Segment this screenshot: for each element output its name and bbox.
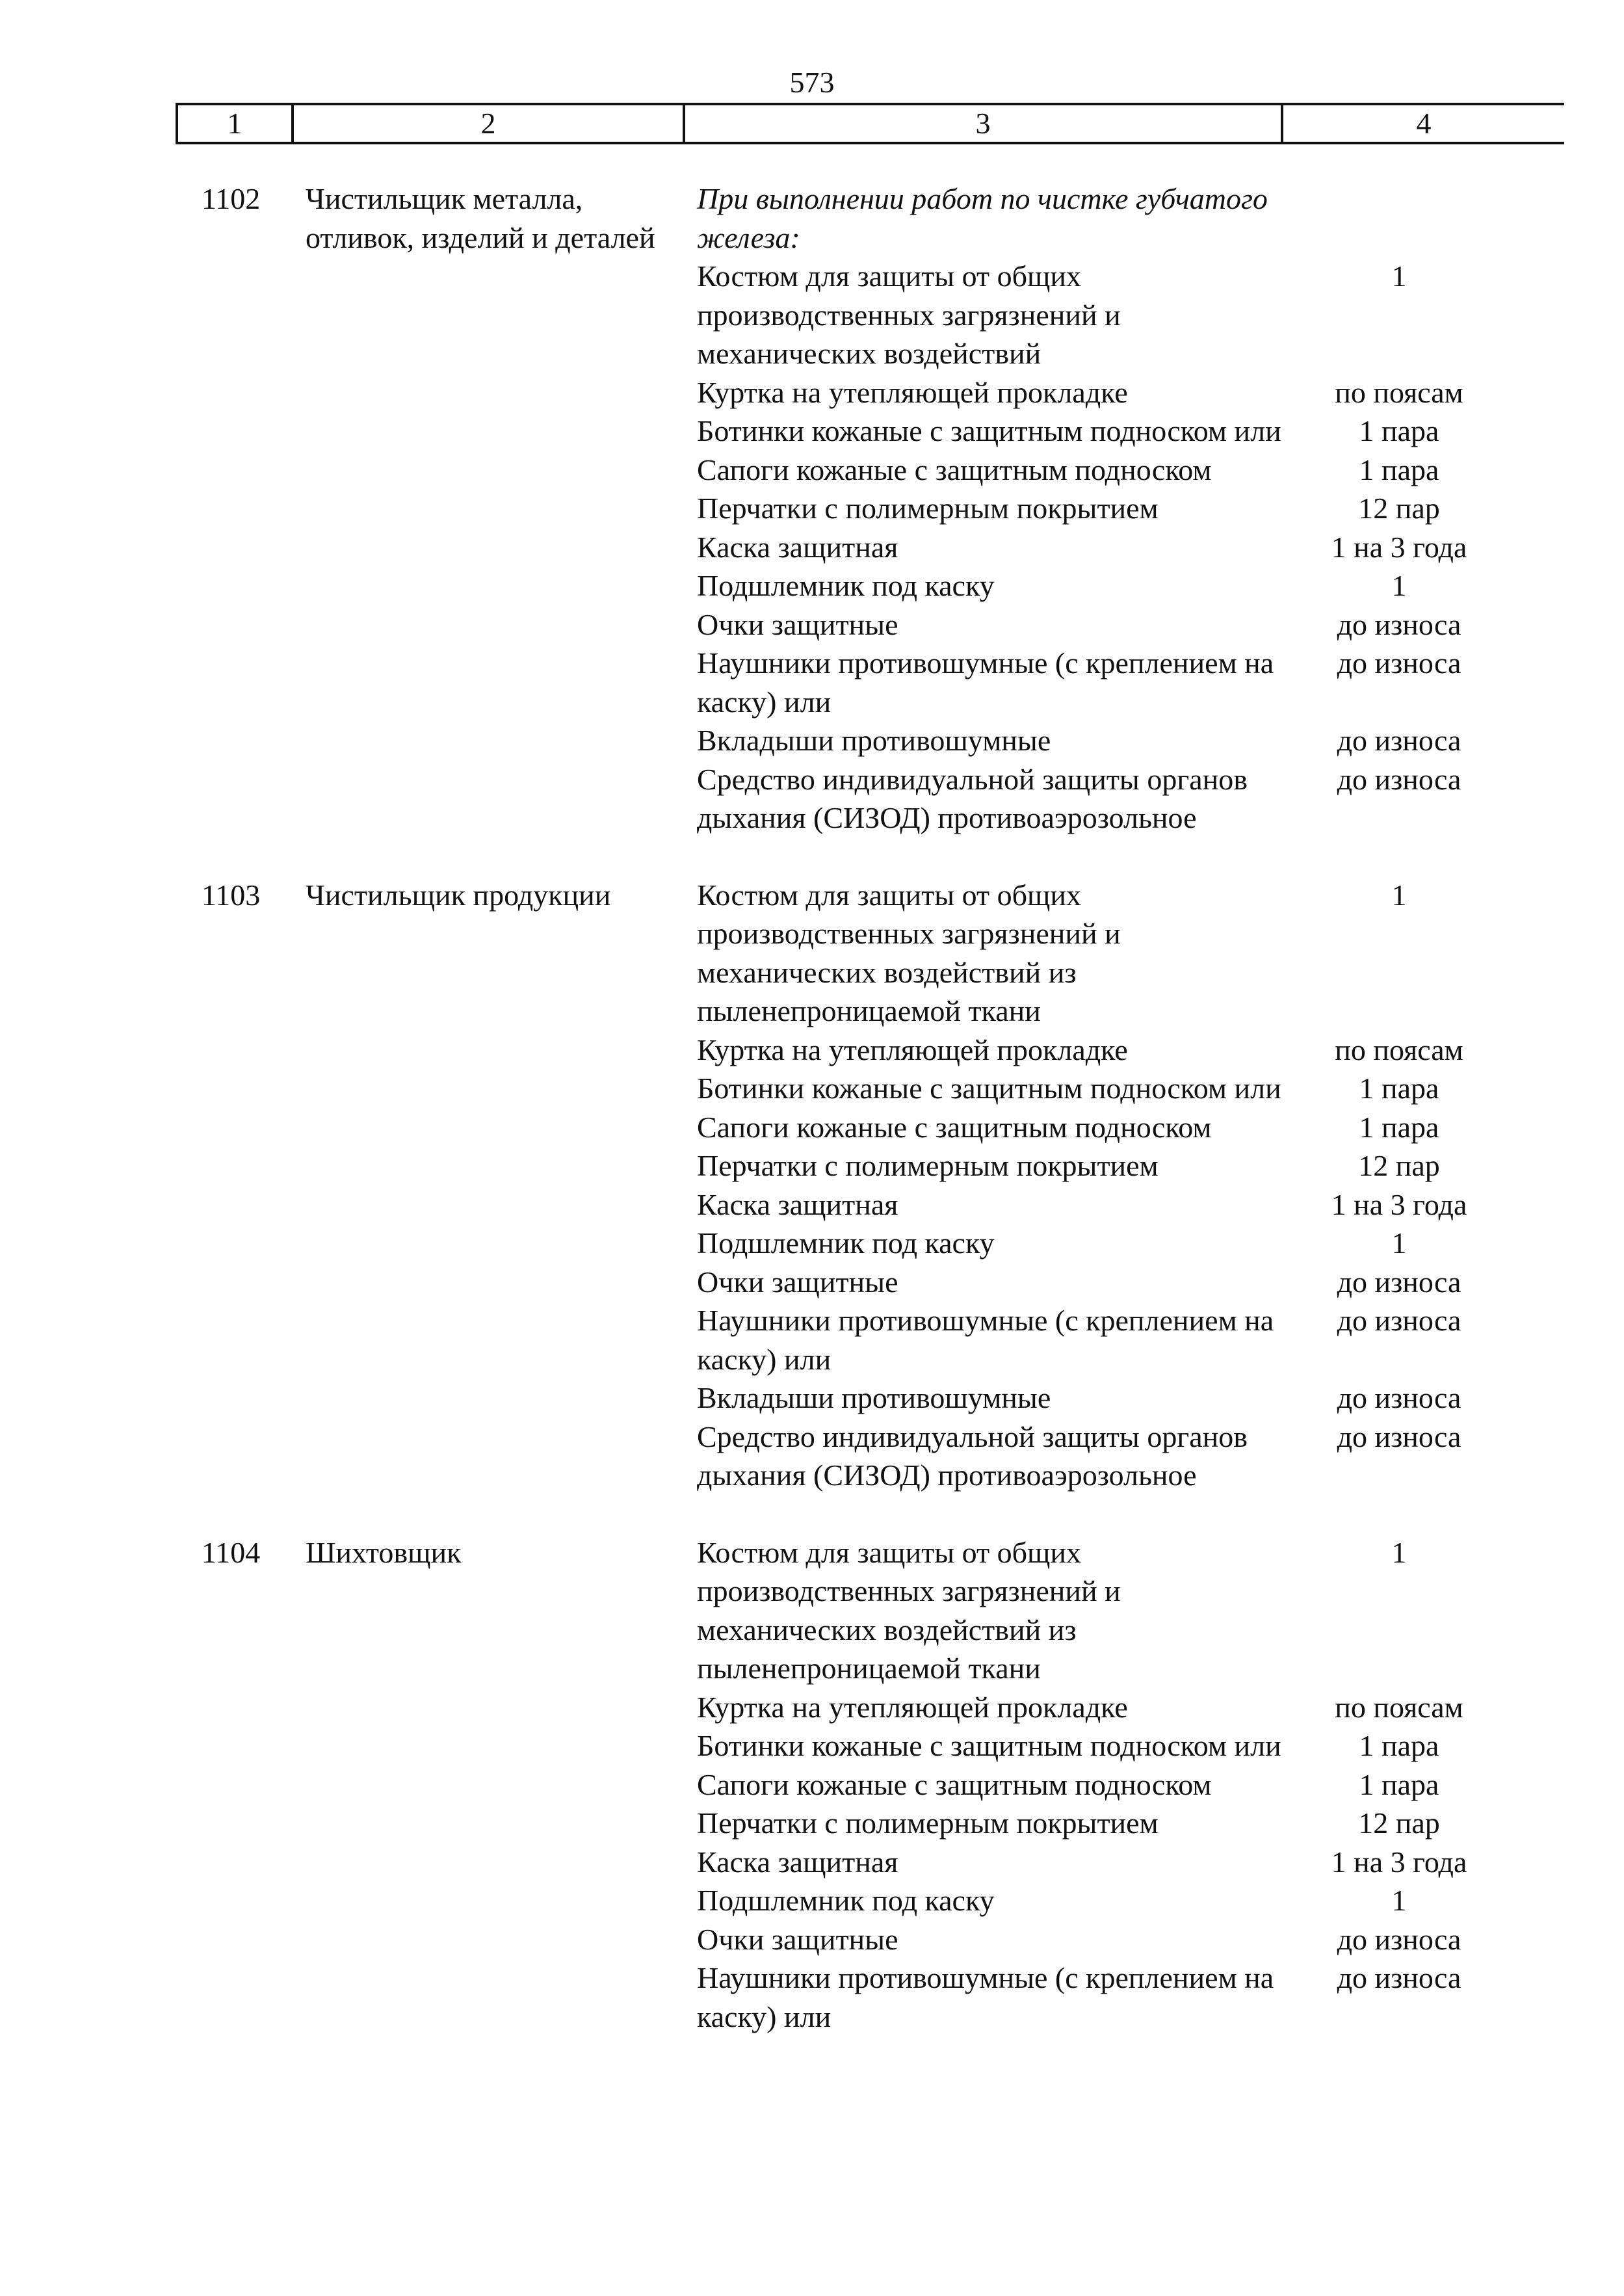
ppe-item-quantity: 1 bbox=[1391, 878, 1407, 912]
ppe-item-quantity: до износа bbox=[1337, 1304, 1461, 1337]
ppe-item-name: Очки защитные bbox=[697, 1922, 898, 1956]
ppe-item-list bbox=[697, 1533, 1516, 2037]
ppe-item-quantity: до износа bbox=[1337, 646, 1461, 680]
ppe-item bbox=[697, 528, 1516, 567]
ppe-item-quantity: по поясам bbox=[1335, 375, 1463, 409]
ppe-item-name: Подшлемник под каску bbox=[697, 1884, 995, 1917]
ppe-item-quantity: до износа bbox=[1337, 1961, 1461, 1994]
column-header-4: 4 bbox=[1416, 107, 1432, 140]
ppe-item bbox=[697, 1185, 1516, 1224]
profession-name: Шихтовщик bbox=[306, 1535, 462, 1569]
ppe-item bbox=[697, 760, 1516, 838]
ppe-item bbox=[697, 1881, 1516, 1920]
ppe-item-name: Каска защитная bbox=[697, 530, 898, 564]
item-number: 1103 bbox=[202, 878, 261, 912]
table-row bbox=[0, 1533, 1624, 2037]
ppe-item bbox=[697, 1959, 1516, 2036]
ppe-item-name: Костюм для защиты от общих производственных загрязнений и механических воздействий из пыленепроницаемой ткани bbox=[697, 1535, 1121, 1685]
ppe-item-quantity: 1 пара bbox=[1359, 1110, 1439, 1144]
ppe-item-name: Каска защитная bbox=[697, 1845, 898, 1879]
table-row bbox=[0, 876, 1624, 1495]
ppe-item-quantity: до износа bbox=[1337, 724, 1461, 757]
ppe-item-name: Вкладыши противошумные bbox=[697, 724, 1051, 757]
ppe-item-name: Костюм для защиты от общих производственных загрязнений и механических воздействий из пыленепроницаемой ткани bbox=[697, 878, 1121, 1027]
ppe-item-name: Перчатки с полимерным покрытием bbox=[697, 1806, 1159, 1840]
ppe-item bbox=[697, 1069, 1516, 1108]
ppe-item bbox=[697, 721, 1516, 760]
ppe-item-name: Ботинки кожаные с защитным подноском или bbox=[697, 414, 1281, 447]
ppe-item bbox=[697, 179, 1516, 257]
ppe-item-name: Куртка на утепляющей прокладке bbox=[697, 1690, 1128, 1724]
ppe-item-name: Вкладыши противошумные bbox=[697, 1381, 1051, 1414]
profession-name: Чистильщик продукции bbox=[306, 878, 611, 912]
item-number: 1102 bbox=[202, 182, 261, 215]
ppe-item bbox=[697, 1146, 1516, 1185]
ppe-item-quantity: до износа bbox=[1337, 1381, 1461, 1414]
table-row bbox=[0, 179, 1624, 838]
ppe-item bbox=[697, 1031, 1516, 1070]
ppe-item-name: Каска защитная bbox=[697, 1187, 898, 1221]
ppe-item bbox=[697, 1301, 1516, 1379]
ppe-item bbox=[697, 1920, 1516, 1959]
ppe-item-quantity: 1 на 3 года bbox=[1331, 530, 1467, 564]
item-number: 1104 bbox=[202, 1535, 261, 1569]
ppe-item bbox=[697, 257, 1516, 373]
ppe-item bbox=[697, 1418, 1516, 1495]
ppe-item-name: Перчатки с полимерным покрытием bbox=[697, 1149, 1159, 1182]
ppe-item-quantity: по поясам bbox=[1335, 1690, 1463, 1724]
ppe-item-quantity: 1 на 3 года bbox=[1331, 1187, 1467, 1221]
ppe-item-name: Средство индивидуальной защиты органов дыхания (СИЗОД) противоаэрозольное bbox=[697, 762, 1248, 834]
column-header-row bbox=[176, 103, 1564, 144]
ppe-item-quantity: до износа bbox=[1337, 1419, 1461, 1453]
ppe-item-name: Очки защитные bbox=[697, 1265, 898, 1299]
ppe-item-name: Ботинки кожаные с защитным подноском или bbox=[697, 1729, 1281, 1762]
ppe-item-name: Сапоги кожаные с защитным подноском bbox=[697, 453, 1212, 486]
column-header-1: 1 bbox=[178, 105, 294, 142]
ppe-item bbox=[697, 373, 1516, 412]
ppe-item bbox=[697, 1804, 1516, 1843]
ppe-item-name: Наушники противошумные (с креплением на каску) или bbox=[697, 1961, 1274, 2033]
ppe-item-quantity: 1 bbox=[1391, 1535, 1407, 1569]
ppe-item-name: Куртка на утепляющей прокладке bbox=[697, 375, 1128, 409]
ppe-item bbox=[697, 1379, 1516, 1418]
ppe-item-name: При выполнении работ по чистке губчатого железа: bbox=[697, 182, 1268, 254]
ppe-item-quantity: 12 пар bbox=[1358, 1149, 1440, 1182]
ppe-item-name: Подшлемник под каску bbox=[697, 1226, 995, 1260]
ppe-item-quantity: 1 пара bbox=[1359, 453, 1439, 486]
ppe-item-name: Подшлемник под каску bbox=[697, 569, 995, 602]
ppe-item bbox=[697, 1533, 1516, 1688]
ppe-item-quantity: 1 bbox=[1391, 569, 1407, 602]
ppe-item-quantity: 1 bbox=[1391, 259, 1407, 293]
ppe-item bbox=[697, 1108, 1516, 1147]
ppe-item bbox=[697, 451, 1516, 490]
ppe-item-list bbox=[697, 179, 1516, 838]
ppe-item-name: Очки защитные bbox=[697, 607, 898, 641]
ppe-item bbox=[697, 1726, 1516, 1765]
ppe-item-quantity: до износа bbox=[1337, 607, 1461, 641]
ppe-norms-table bbox=[0, 179, 1624, 2074]
ppe-item bbox=[697, 1688, 1516, 1727]
ppe-item bbox=[697, 489, 1516, 528]
ppe-item-name: Ботинки кожаные с защитным подноском или bbox=[697, 1072, 1281, 1105]
ppe-item-quantity: 1 пара bbox=[1359, 1767, 1439, 1801]
ppe-item bbox=[697, 1224, 1516, 1263]
page-number: 573 bbox=[789, 66, 835, 99]
ppe-item bbox=[697, 644, 1516, 721]
ppe-item-quantity: 1 bbox=[1391, 1884, 1407, 1917]
ppe-item-quantity: до износа bbox=[1337, 1265, 1461, 1299]
ppe-item bbox=[697, 1765, 1516, 1804]
ppe-item-quantity: 1 пара bbox=[1359, 414, 1439, 447]
ppe-item-quantity: по поясам bbox=[1335, 1033, 1463, 1066]
ppe-item-quantity bbox=[1282, 179, 1516, 257]
ppe-item-name: Наушники противошумные (с креплением на каску) или bbox=[697, 646, 1274, 719]
ppe-item-quantity: 1 пара bbox=[1359, 1072, 1439, 1105]
ppe-item-name: Сапоги кожаные с защитным подноском bbox=[697, 1110, 1212, 1144]
ppe-item-name: Костюм для защиты от общих производственных загрязнений и механических воздействий bbox=[697, 259, 1121, 370]
ppe-item-name: Куртка на утепляющей прокладке bbox=[697, 1033, 1128, 1066]
ppe-item-name: Наушники противошумные (с креплением на каску) или bbox=[697, 1304, 1274, 1376]
ppe-item-name: Сапоги кожаные с защитным подноском bbox=[697, 1767, 1212, 1801]
ppe-item-quantity: 12 пар bbox=[1358, 1806, 1440, 1840]
ppe-item-quantity: до износа bbox=[1337, 1922, 1461, 1956]
ppe-item bbox=[697, 566, 1516, 605]
ppe-item-quantity: 1 на 3 года bbox=[1331, 1845, 1467, 1879]
ppe-item bbox=[697, 876, 1516, 1031]
ppe-item-quantity: 12 пар bbox=[1358, 492, 1440, 525]
ppe-item-name: Перчатки с полимерным покрытием bbox=[697, 492, 1159, 525]
ppe-item-quantity: 1 bbox=[1391, 1226, 1407, 1260]
ppe-item-quantity: до износа bbox=[1337, 762, 1461, 796]
ppe-item-list bbox=[697, 876, 1516, 1495]
column-header-2: 2 bbox=[294, 105, 685, 142]
ppe-item bbox=[697, 1263, 1516, 1302]
ppe-item-quantity: 1 пара bbox=[1359, 1729, 1439, 1762]
column-header-3: 3 bbox=[685, 105, 1283, 142]
ppe-item bbox=[697, 1843, 1516, 1882]
profession-name: Чистильщик металла, отливок, изделий и деталей bbox=[306, 182, 655, 254]
ppe-item bbox=[697, 605, 1516, 644]
ppe-item bbox=[697, 412, 1516, 451]
ppe-item-name: Средство индивидуальной защиты органов дыхания (СИЗОД) противоаэрозольное bbox=[697, 1419, 1248, 1492]
